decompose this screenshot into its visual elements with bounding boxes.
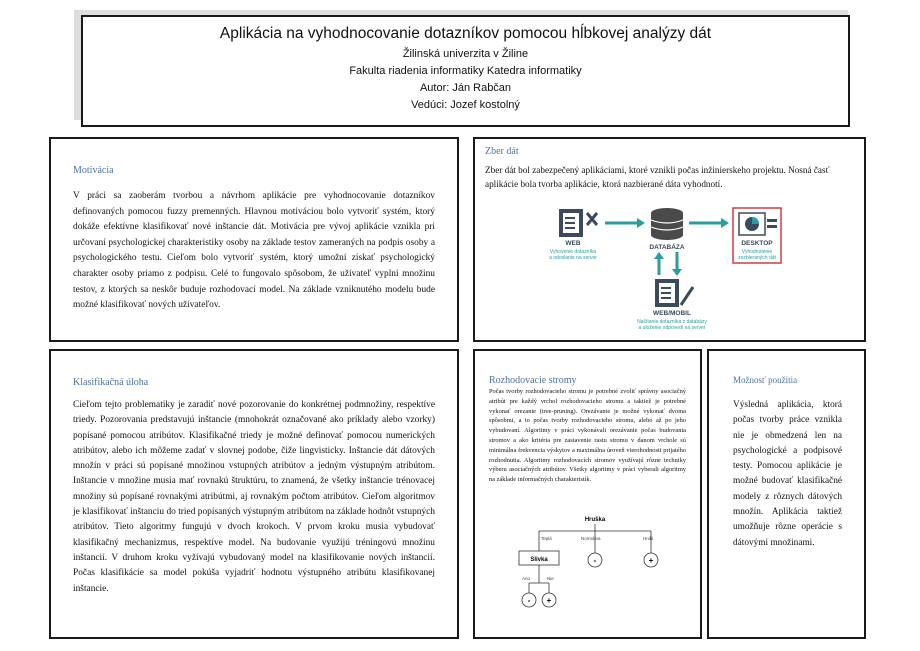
mobile-label: WEB/MOBIL	[653, 310, 691, 317]
arrow-head-web-db	[637, 218, 645, 228]
desktop-caption-2: zozbieraných dát	[738, 255, 776, 261]
klasifikacna-heading: Klasifikačná úloha	[73, 377, 149, 388]
zber-panel	[473, 137, 866, 342]
tree-leaf-label: +	[546, 596, 552, 605]
supervisor-name: Vedúci: Jozef kostolný	[411, 99, 520, 111]
tree-edge-label: Teplá	[541, 536, 552, 541]
database-label: DATABÁZA	[649, 244, 685, 251]
stromy-text: Počas tvorby rozhodovacieho stromu je potrebné zvoliť správny asociačný atribút pre každý vrchol rozhodovacieho stromu a taktiež je potrebné vykonať orezanie (tree-pruning). Orezávanie je možné vykonať dvoma spôsobmi, a to počas tvorby rozhodovacieho stromu, alebo až po jeho vybudovaní. Algoritmy v práci vykonávali orezávanie počas budovania stromov a ako kritéria pre zastavenie rastu stromu v danom vrchole sú minimálna frekvencia výskytov a maximálna úroveň vierohodnosti prijatého rozhodnutia. Algoritmy rozhodovacích stromov využívajú rôzne techniky výberu asociačných atribútov. Všetky algoritmy v práci vyberali algoritmy na základe informačných charakteristík.	[489, 388, 686, 484]
motivacia-heading: Motivácia	[73, 165, 114, 176]
web-caption-1: Vyhovenie dotazníka	[549, 249, 597, 255]
author-name: Autor: Ján Rabčan	[419, 82, 512, 94]
poster-title: Aplikácia na vyhodnocovanie dotazníkov pomocou hĺbkovej analýzy dát	[219, 25, 712, 42]
pouzitie-panel	[707, 349, 866, 639]
tree-edge-label: Nie	[547, 576, 554, 581]
klasifikacna-panel	[49, 349, 459, 639]
klasifikacna-text: Cieľom tejto problematiky je zaradiť nové pozorovanie do konkrétnej podmnožiny, respektíve triedy. Pozorovania predstavujú inštancie (mnohokrát označované ako príklady alebo vzorky) popísané pomocou atribútov. Klasifikačné triedy je možné definovať pomocou numerických atribútov, alebo ich môžeme zadať v slovnej podobe, čiže lingvisticky. Inštancie dát dátových množín v práci sú popísané množinou vstupných atribútov a jedným výstupným atribútom. Inštancie v množine musia mať rovnakú štruktúru, to znamená, že všetky inštancie trénovacej množiny sú popísané rovnakými atribútmi, aj rovnakým počtom atribútov. Cieľom algoritmov je klasifikovať inštanciu do tried popísaných výstupným atribútom na základe hodnôt vstupných atribútov. Tieto algoritmy fungujú v dvoch krokoch. V prvom kroku musia vybudovať klasifikačný mechanizmus, respektíve model. Na budovanie využijú tréningovú množinu inštancií. V druhom kroku vyžívajú vybudovaný model na klasifikovanie nových inštancií. Počas klasifikácie sa model pokúša vyjadriť hodnotu výstupného atribútu klasifikovanej inštancie.	[73, 400, 435, 594]
faculty-name: Fakulta riadenia informatiky Katedra informatiky	[349, 65, 582, 77]
tree-node: Slivka	[530, 557, 548, 563]
stromy-heading: Rozhodovacie stromy	[489, 375, 577, 386]
arrow-head-db-mobile	[672, 269, 682, 276]
tree-leaf-label: -	[527, 596, 531, 605]
tree-leaf-label: -	[593, 556, 597, 565]
decision-tree-diagram	[517, 513, 677, 613]
mobile-clipboard-icon	[655, 279, 693, 307]
web-caption-2: a odoslanie na server	[549, 255, 597, 261]
desktop-label: DESKTOP	[741, 240, 773, 247]
database-icon	[651, 208, 683, 240]
zber-heading: Zber dát	[485, 146, 519, 157]
data-flow-diagram	[547, 207, 807, 333]
poster-header	[81, 15, 850, 127]
arrow-head-mobile-db	[654, 252, 664, 259]
pouzitie-heading: Možnosť použitia	[733, 375, 798, 385]
tree-root: Hruška	[584, 517, 606, 523]
university-name: Žilinská univerzita v Žiline	[402, 48, 529, 60]
tree-edge-label: Normálna	[581, 536, 601, 541]
stromy-panel	[473, 349, 702, 639]
arrow-head-db-desktop	[721, 218, 729, 228]
tree-edge-label: Ano	[522, 576, 531, 581]
mobile-caption-2: a uloženie odpovedí na server	[638, 325, 706, 331]
mobile-caption-1: Načítanie dotazníka z databázy	[637, 319, 707, 325]
web-label: WEB	[565, 240, 581, 247]
tree-leaf-label: +	[648, 556, 654, 565]
zber-text: Zber dát bol zabezpečený aplikáciami, ktoré vznikli počas inžinierskeho projektu. Nosná časť aplikácie bola tvorba aplikácie, ktorá nazbierané dáta vyhodnotí.	[485, 165, 830, 189]
pouzitie-text: Výsledná aplikácia, ktorá počas tvorby práce vznikla nie je obmedzená len na psychologické a podpisové testy. Pomocou aplikácie je možné budovať klasifikačné modely z rôznych dátových množín. Aplikácia taktiež umožňuje rôzne operácie s dátovými množinami.	[733, 400, 842, 548]
motivacia-text: V práci sa zaoberám tvorbou a návrhom aplikácie pre vyhodnocovanie dotazníkov definovaných pomocou fuzzy premenných. Hlavnou motiváciou bolo vytvoriť systém, ktorý dokáže efektívne klasifikovať nové inštancie dát. Motivácia pre vývoj aplikácie vznikla pri určovaní psychologickej charakteristiky osoby na základe testov zameraných na podpis osoby a psychologického testu. Cieľom bolo vytvoriť systém, ktorý umožní získať psychologický charakter osoby priamo z podpisu. Celé to fungovalo spôsobom, že užívateľ vyplní množinu testov, z ktorých sa neskôr buduje rozhodovací model. Na základe vzniknutého modelu bude možné klasifikovať nových užívateľov.	[73, 191, 435, 311]
motivacia-panel	[49, 137, 459, 342]
desktop-caption-1: Vyhodnotenie	[741, 249, 773, 255]
tree-edge-label: Hnilá	[643, 536, 654, 541]
web-clipboard-icon	[559, 209, 597, 237]
